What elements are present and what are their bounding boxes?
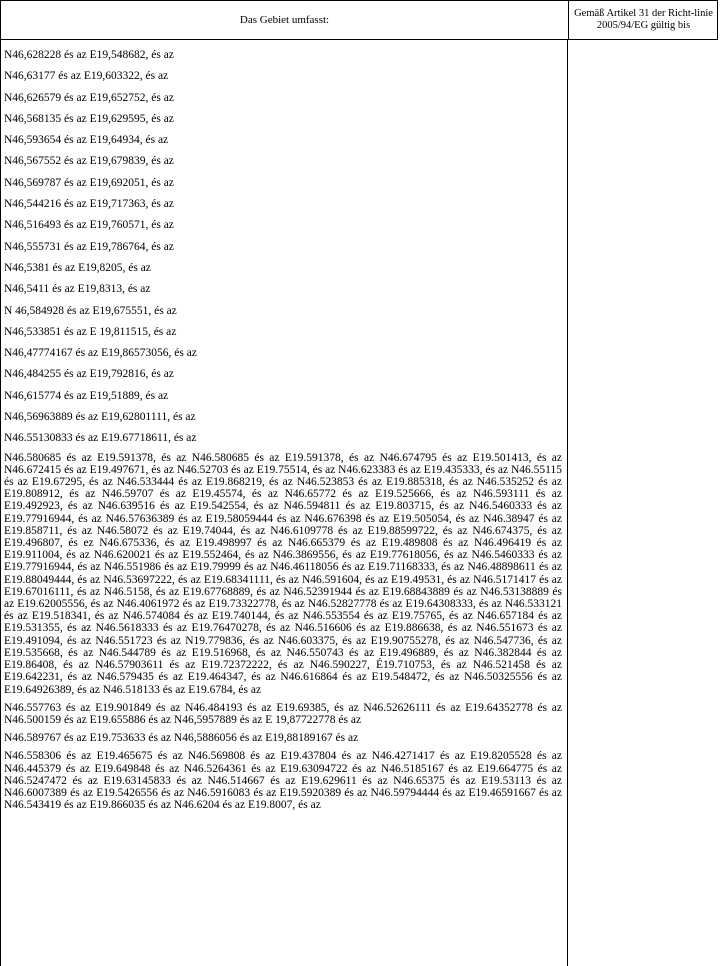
coordinate-line: N46,544216 és az E19,717363, és az — [4, 198, 174, 211]
coordinate-line: N46,555731 és az E19,786764, és az — [4, 240, 174, 253]
coordinate-line: N46,5411 és az E19,8313, és az — [4, 283, 151, 296]
coordinate-paragraph: N46.558306 és az E19.465675 és az N46.569808 és az E19.437804 és az N46.4271417 és az E19.8205528 és az N46.445379 és az E19.649848 és az N46.5264361 és az E19.63094722 és az N46.5185167 és az E19.664775 és az N46.5247472 és az E19.63145833 és az N46.514667 és az E19.629611 és az N46.65375 és az E19.53113 és az N46.6007389 és az E19.5426556 és az N46.5916083 és az E19.5920389 és az N46.59794444 és az E19.46591667 és az N46.543419 és az E19.866035 és az N46.6204 és az E19.8007, és az — [4, 750, 562, 812]
coordinate-paragraph: N46.557763 és az E19.901849 és az N46.484193 és az E19.69385, és az N46.52626111 és az E19.64352778 és az N46.500159 és az E19.655886 és az N46,5957889 és az E 19,87722778 és az — [4, 701, 562, 726]
coordinate-line: N46,569787 és az E19,692051, és az — [4, 176, 174, 189]
coordinate-line: N46,56963889 és az E19,62801111, és az — [4, 411, 196, 424]
coordinate-line: N46,628228 és az E19,548682, és az — [4, 49, 174, 61]
coordinate-line: N46,516493 és az E19,760571, és az — [4, 219, 174, 232]
table-left-border — [0, 40, 1, 966]
coordinate-line: N46,593654 és az E19,64934, és az — [4, 134, 169, 147]
coordinate-paragraph: N46.589767 és az E19.753633 és az N46,5886056 és az E19,88189167 és az — [4, 732, 359, 745]
coordinate-line: N46,484255 és az E19,792816, és az — [4, 368, 174, 381]
coordinate-line: N46,533851 és az E 19,811515, és az — [4, 325, 177, 338]
coordinate-line: N 46,584928 és az E19,675551, és az — [4, 304, 177, 317]
column-divider — [567, 40, 568, 966]
coordinate-line: N46,47774167 és az E19,86573056, és az — [4, 347, 197, 360]
coordinate-line: N46,567552 és az E19,679839, és az — [4, 155, 174, 168]
area-column-content — [4, 45, 562, 817]
coordinate-line: N46.55130833 és az E19.67718611, és az — [4, 432, 197, 445]
coordinate-line: N46,63177 és az E19,603322, és az — [4, 70, 169, 83]
coordinate-line: N46,5381 és az E19,8205, és az — [4, 261, 151, 274]
table-header — [0, 0, 718, 40]
coordinate-line: N46,615774 és az E19,51889, és az — [4, 389, 169, 402]
coordinate-paragraph: N46.580685 és az E19.591378, és az N46.580685 és az E19.591378, és az N46.674795 és az E19.501413, és az N46.672415 és az E19.497671, és az N46.52703 és az E19.75514, és az N46.623383 és az E19.435333, és az N46.55115 és az E19.67295, és az N46.533444 és az E19.868219, és az N46.523853 és az E19.885318, és az N46.535252 és az E19.808912, és az N46.59707 és az E19.45574, és az N46.65772 és az E19.525666, és az N46.593111 és az E19.492923, és az N46.639516 és az E19.542554, és az N46.594811 és az E19.803715, és az N46.5460333 és az E19.77916944, és az N46.57636389 és az E19.58059444 és az N46.676398 és az E19.505054, és az N46.38947 és az E19.858711, és az N46.58072 és az E19.74044, és az N46.6109778 és az E19.88599722, és az N46.674375, és az E19.496807, és ez N46.675336, és az E19.498997 és az N46.665379 és az E19.489808 és az N46.496419 és az E19.911004, és az N46.620021 és az E19.552464, és az N46.3869556, és az E19.77618056, és az N46.5460333 és az E19.77916944, és az N46.551986 és az E19.79999 és az N46.46118056 és az E19.71168333, és az N46.48898611 és az E19.88049444, és az N46.53697222, és az E19.68341111, és az N46.591604, és az E19.49531, és az N46.5171417 és az E19.67016111, és az N46.5158, és az E19.67768889, és az N46.52391944 és az E19.68843889 és az N46.53138889 és az E19.62005556, és az N46.4061972 és az E19.73322778, és az N46.52827778 és az E19.64308333, és az N46.533121 és az E19.518341, és az N46.574084 és az E19.740144, és az N46.553554 és az E19.75765, és az N46.657184 és az E19.531355, és az N46.5618333 és az E19.76470278, és az N46.516606 és az E19.886638, és az N46.551673 és az E19.491094, és az N46.551723 és az N19.779836, és az N46.603375, és az E19.90755278, és az N46.547736, és az E19.535668, és az N46.544789 és az E19.516968, és az N46.550743 és az E19.496889, és az N46.382844 és az E19.86408, és az N46.57903611 és az E19.72372222, és az N46.590227, É19.710753, és az N46.521458 és az E19.642231, és az N46.579435 és az E19.464347, és az N46.616864 és az E19.548472, és az N46.50325556 és az E19.64926389, és az N46.518133 és az E19.6784, és az — [4, 451, 562, 696]
header-area-column: Das Gebiet umfasst: — [239, 14, 330, 26]
coordinate-line: N46,568135 és az E19,629595, és az — [4, 112, 174, 125]
header-validity-column: Gemäß Artikel 31 der Richt-linie 2005/94/EG gültig bis — [568, 1, 718, 39]
coordinate-line: N46,626579 és az E19,652752, és az — [4, 91, 174, 104]
